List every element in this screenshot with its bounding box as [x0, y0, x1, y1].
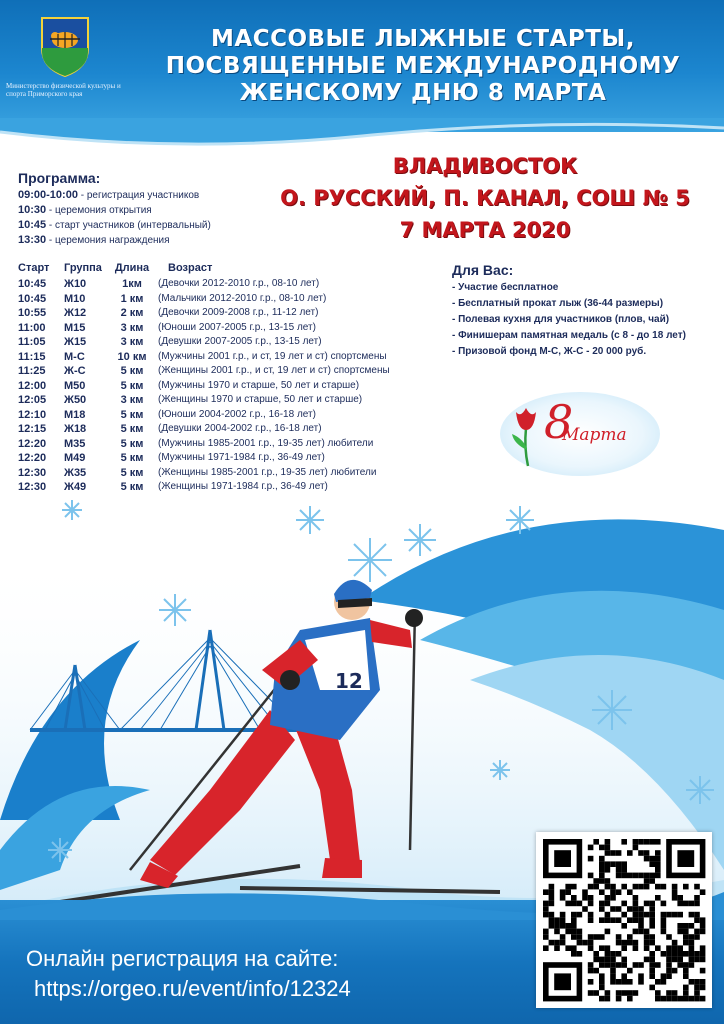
group-code: М-С: [64, 350, 85, 363]
start-schedule-table: [18, 262, 458, 496]
start-time: 10:55: [18, 307, 47, 319]
city-name: ВЛАДИВОСТОК: [392, 154, 578, 178]
registration-label: Онлайн регистрация на сайте:: [26, 946, 339, 971]
group-code: Ж-С: [64, 365, 86, 377]
table-row: [18, 380, 458, 395]
age-category: (Юноши 2007-2005 г.р., 13-15 лет): [158, 321, 316, 333]
qr-code-icon: [538, 834, 710, 1006]
program-item: [18, 203, 278, 218]
benefit-item: - Призовой фонд М-С, Ж-С - 20 000 руб.: [452, 346, 647, 357]
coat-of-arms-icon: [38, 12, 92, 78]
group-code: М49: [64, 452, 86, 464]
program-time: 10:45: [18, 219, 47, 231]
table-row: [18, 293, 458, 308]
age-category: (Мужчины 1971-1984 г.р., 36-49 лет): [158, 452, 325, 463]
age-category: (Девушки 2004-2002 г.р., 16-18 лет): [158, 423, 322, 434]
distance: 5 км: [120, 365, 144, 377]
distance: 5 км: [120, 466, 144, 479]
age-category: (Девушки 2007-2005 г.р., 13-15 лет): [158, 336, 322, 347]
distance: 5 км: [120, 379, 144, 392]
group-code: М50: [64, 379, 86, 392]
start-time: 11:00: [18, 321, 46, 334]
group-code: Ж50: [64, 394, 87, 406]
program-text: - регистрация участников: [77, 190, 200, 201]
start-time: 12:20: [18, 452, 47, 464]
program-time: 09:00-10:00: [18, 189, 78, 201]
benefits-section: [452, 262, 718, 360]
start-time: 11:05: [18, 336, 46, 348]
table-row: [18, 438, 458, 453]
table-row: [18, 409, 458, 424]
age-category: (Девочки 2009-2008 г.р., 11-12 лет): [158, 307, 319, 318]
program-text: - церемония награждения: [46, 235, 170, 246]
start-time: 12:30: [18, 466, 47, 479]
benefit-item: - Финишерам памятная медаль (с 8 - до 18 лет): [452, 330, 686, 341]
distance: 3 км: [120, 336, 144, 348]
program-item: [18, 218, 278, 233]
start-time: 12:00: [18, 379, 47, 392]
distance: 5 км: [120, 481, 144, 493]
table-row: [18, 394, 458, 409]
start-time: 10:45: [18, 278, 47, 290]
program-title: Программа:: [18, 170, 101, 186]
table-row: [18, 365, 458, 380]
event-title: [140, 26, 706, 107]
age-category: (Мальчики 2012-2010 г.р., 08-10 лет): [158, 292, 327, 304]
distance: 2 км: [120, 307, 144, 319]
tulip-icon: [508, 404, 544, 468]
header-age: Возраст: [168, 262, 213, 274]
program-text: - старт участников (интервальный): [46, 220, 211, 231]
age-category: (Женщины 1970 и старше, 50 лет и старше): [158, 394, 363, 405]
table-row: [18, 307, 458, 322]
qr-code[interactable]: [536, 832, 712, 1008]
group-code: М10: [64, 292, 86, 305]
venue: О. РУССКИЙ, П. КАНАЛ, СОШ № 5: [280, 186, 690, 210]
registration-link[interactable]: https://orgeo.ru/event/info/12324: [34, 976, 351, 1001]
group-code: Ж18: [64, 423, 87, 435]
program-item: [18, 188, 278, 203]
table-row: [18, 467, 458, 482]
program-text: - церемония открытия: [46, 205, 152, 216]
start-time: 11:15: [18, 350, 46, 363]
title-line-1: МАССОВЫЕ ЛЫЖНЫЕ СТАРТЫ,: [211, 26, 635, 52]
table-row: [18, 336, 458, 351]
program-time: 13:30: [18, 234, 47, 246]
age-category: (Юноши 2004-2002 г.р., 16-18 лет): [158, 408, 316, 420]
distance: 5 км: [120, 408, 144, 421]
distance: 3 км: [120, 394, 144, 406]
header-start: Старт: [18, 262, 50, 274]
group-code: Ж15: [64, 336, 87, 348]
table-row: [18, 452, 458, 467]
distance: 1км: [122, 278, 142, 290]
header-group: Группа: [64, 262, 102, 274]
skier-bib-number: 12: [335, 669, 363, 693]
table-row: [18, 423, 458, 438]
distance: 3 км: [120, 321, 144, 334]
benefit-item: - Полевая кухня для участников (плов, чай): [452, 314, 670, 325]
table-body: [18, 278, 458, 496]
start-time: 12:20: [18, 437, 47, 450]
age-category: (Девочки 2012-2010 г.р., 08-10 лет): [158, 278, 320, 289]
table-header: [18, 262, 458, 278]
start-time: 12:15: [18, 423, 47, 435]
group-code: М35: [64, 437, 86, 450]
program-section: [18, 170, 278, 248]
age-category: (Женщины 1985-2001 г.р., 19-35 лет) любители: [158, 466, 377, 478]
start-time: 10:45: [18, 292, 47, 305]
age-category: (Мужчины 2001 г.р., и ст, 19 лет и ст) спортсмены: [158, 350, 387, 362]
start-time: 12:30: [18, 481, 47, 493]
program-item: [18, 233, 278, 248]
ministry-caption: Министерство физической культуры и спорта Приморского края: [6, 82, 121, 98]
group-code: Ж35: [64, 466, 87, 479]
group-code: М15: [64, 321, 86, 334]
benefit-item: - Участие бесплатное: [452, 282, 559, 293]
group-code: Ж12: [64, 307, 87, 319]
badge-number: 8: [544, 395, 574, 449]
program-time: 10:30: [18, 204, 47, 216]
title-line-2: ПОСВЯЩЕННЫЕ МЕЖДУНАРОДНОМУ: [165, 53, 681, 79]
distance: 1 км: [120, 292, 144, 305]
header-length: Длина: [114, 262, 150, 274]
distance: 10 км: [117, 350, 147, 363]
event-location-block: [250, 152, 720, 248]
group-code: М18: [64, 408, 86, 421]
distance: 5 км: [120, 423, 144, 435]
badge-word: Марта: [562, 425, 627, 445]
title-line-3: ЖЕНСКОМУ ДНЮ 8 МАРТА: [239, 80, 607, 106]
distance: 5 км: [120, 437, 144, 450]
table-row: [18, 322, 458, 337]
table-row: [18, 351, 458, 366]
start-time: 12:10: [18, 408, 47, 421]
event-date: 7 МАРТА 2020: [399, 218, 571, 242]
table-row: [18, 278, 458, 293]
age-category: (Женщины 1971-1984 г.р., 36-49 лет): [158, 481, 328, 492]
start-time: 11:25: [18, 365, 46, 377]
age-category: (Мужчины 1985-2001 г.р., 19-35 лет) любители: [158, 437, 374, 449]
age-category: (Женщины 2001 г.р., и ст, 19 лет и ст) спортсмены: [158, 365, 390, 376]
distance: 5 км: [120, 452, 144, 464]
group-code: Ж49: [64, 481, 87, 493]
age-category: (Мужчины 1970 и старше, 50 лет и старше): [158, 379, 360, 391]
benefits-title: Для Вас:: [452, 262, 514, 278]
start-time: 12:05: [18, 394, 47, 406]
group-code: Ж10: [64, 278, 87, 290]
benefit-item: - Бесплатный прокат лыж (36-44 размеры): [452, 298, 664, 309]
